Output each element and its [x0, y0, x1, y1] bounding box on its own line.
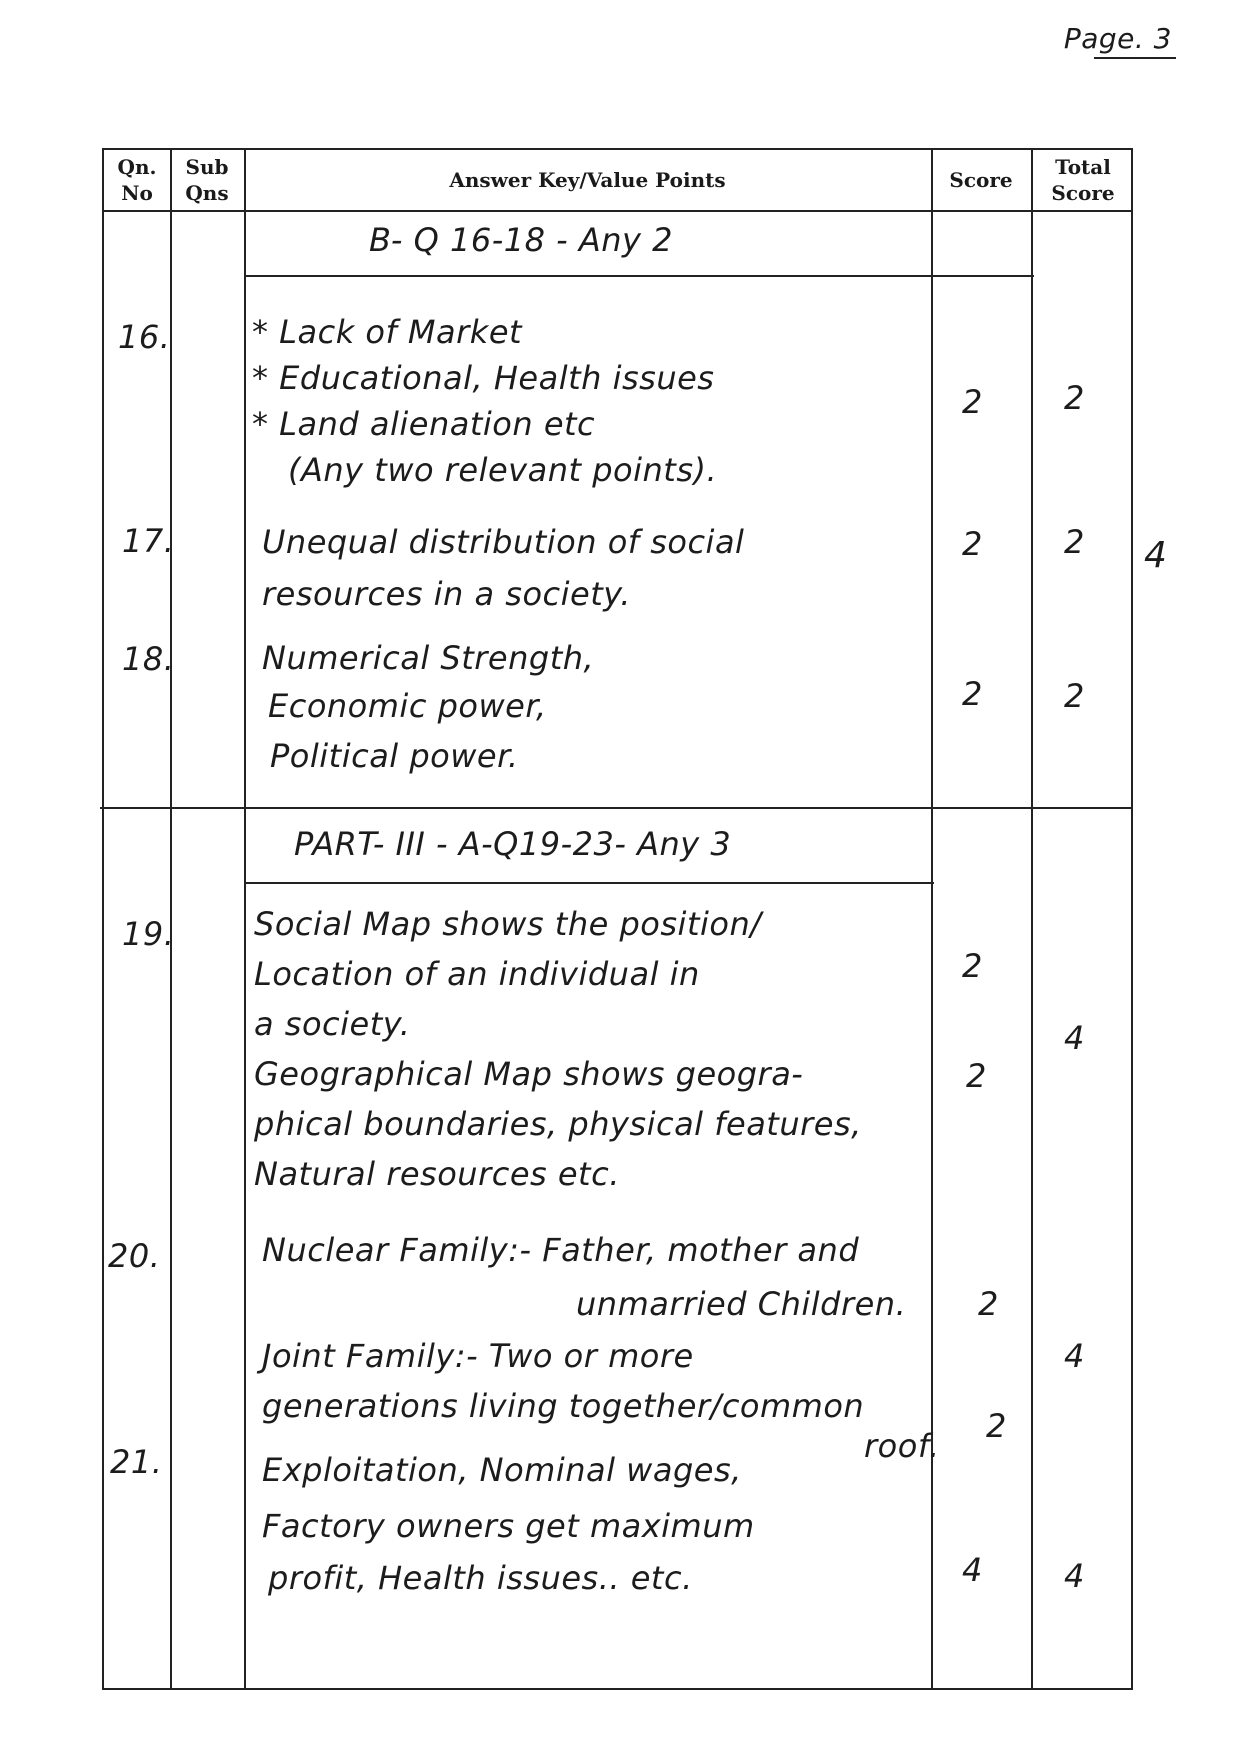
answer-line: unmarried Children.: [576, 1285, 907, 1323]
answer-line: * Lack of Market: [252, 313, 523, 351]
answer-key-table: [102, 148, 1168, 1690]
question-number: 19.: [122, 915, 175, 953]
score-value: 2: [986, 1407, 1007, 1445]
col-divider: [1031, 150, 1033, 1688]
question-number: 16.: [118, 318, 171, 356]
total-score-value: 2: [1064, 677, 1085, 715]
score-value: 2: [962, 675, 983, 713]
question-number: 17.: [122, 522, 175, 560]
answer-line: a society.: [254, 1005, 411, 1043]
header-qn-no: Qn. No: [117, 155, 157, 205]
answer-line: Geographical Map shows geogra-: [254, 1055, 804, 1093]
answer-line: roof.: [864, 1427, 940, 1465]
score-value: 2: [962, 947, 983, 985]
header-score: Score: [949, 168, 1013, 192]
section-divider: [100, 807, 1133, 809]
score-value: 2: [966, 1057, 987, 1095]
answer-line: Exploitation, Nominal wages,: [262, 1451, 742, 1489]
answer-line: Social Map shows the position/: [254, 905, 762, 943]
total-score-value: 4: [1064, 1019, 1085, 1057]
answer-line: Unequal distribution of social: [262, 523, 745, 561]
total-score-value: 4: [1064, 1557, 1085, 1595]
page-number: Page. 3: [1063, 22, 1172, 55]
col-divider: [244, 150, 246, 1688]
answer-line: Numerical Strength,: [262, 639, 595, 677]
answer-line: resources in a society.: [262, 575, 631, 613]
answer-line: generations living together/common: [262, 1387, 865, 1425]
total-score-value: 2: [1064, 523, 1085, 561]
answer-line: * Educational, Health issues: [252, 359, 715, 397]
header-divider: [104, 210, 1131, 212]
question-number: 21.: [110, 1443, 163, 1481]
answer-line: profit, Health issues.. etc.: [268, 1559, 693, 1597]
answer-line: phical boundaries, physical features,: [254, 1105, 862, 1143]
section-b-heading: B- Q 16-18 - Any 2: [369, 221, 673, 259]
section-underline: [244, 275, 1034, 277]
answer-line: Factory owners get maximum: [262, 1507, 755, 1545]
question-number: 20.: [108, 1237, 161, 1275]
answer-line: Location of an individual in: [254, 955, 700, 993]
answer-line: Joint Family:- Two or more: [262, 1337, 694, 1375]
answer-line: Political power.: [270, 737, 519, 775]
section-underline: [244, 882, 934, 884]
answer-line: Economic power,: [268, 687, 547, 725]
total-score-value: 2: [1064, 379, 1085, 417]
header-sub-qns: Sub Qns: [185, 155, 229, 205]
answer-line: * Land alienation etc: [252, 405, 596, 443]
score-value: 2: [962, 383, 983, 421]
score-value: 4: [962, 1551, 983, 1589]
part-three-heading: PART- III - A-Q19-23- Any 3: [294, 825, 732, 863]
total-score-value: 4: [1064, 1337, 1085, 1375]
answer-line: Natural resources etc.: [254, 1155, 620, 1193]
score-value: 2: [978, 1285, 999, 1323]
score-value: 2: [962, 525, 983, 563]
header-total-score: Total Score: [1051, 155, 1115, 205]
answer-line: Nuclear Family:- Father, mother and: [262, 1231, 860, 1269]
question-number: 18.: [122, 640, 175, 678]
section-total: 4: [1144, 535, 1168, 576]
answer-line: (Any two relevant points).: [288, 451, 718, 489]
header-answer-key: Answer Key/Value Points: [449, 168, 726, 192]
